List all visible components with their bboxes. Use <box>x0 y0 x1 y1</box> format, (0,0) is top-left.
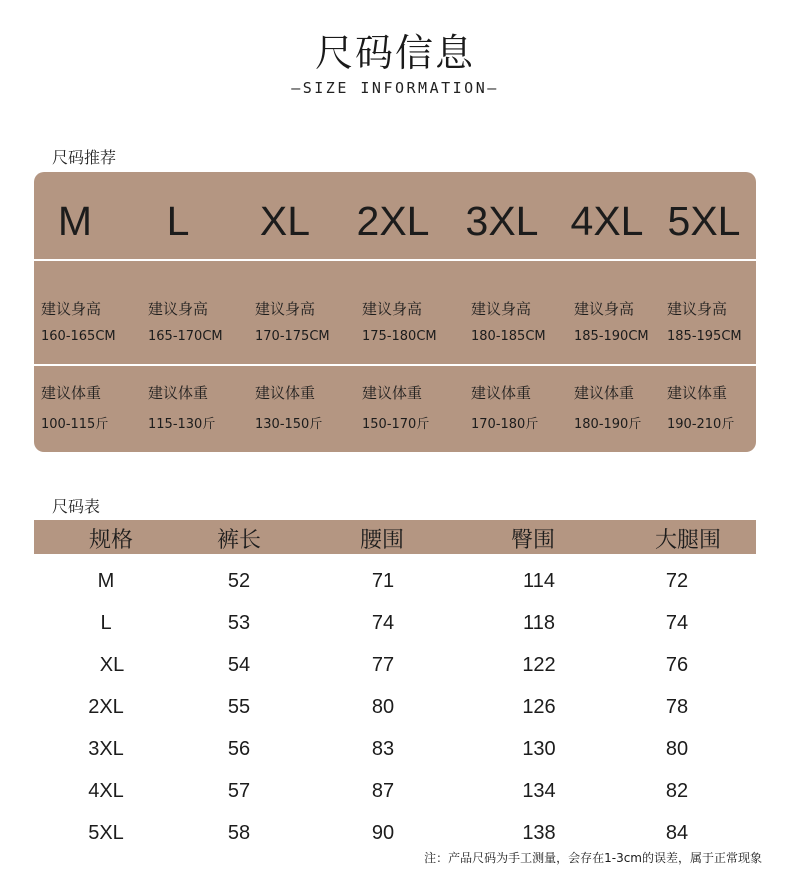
table-cell: 57 <box>227 780 251 802</box>
table-cell: 84 <box>665 822 689 844</box>
table-cell: 118 <box>523 612 555 634</box>
height-value: 180-185CM <box>471 329 546 344</box>
weight-label: 建议体重 <box>148 384 209 402</box>
table-cell: 72 <box>665 570 689 592</box>
height-label: 建议身高 <box>574 300 635 318</box>
size-label: M <box>57 198 93 244</box>
weight-label: 建议体重 <box>362 384 423 402</box>
weight-cell <box>574 382 641 432</box>
weight-value: 115-130斤 <box>148 417 216 432</box>
page-subtitle: —SIZE INFORMATION— <box>291 79 499 97</box>
size-label: 5XL <box>667 198 741 244</box>
size-chart-header <box>34 520 756 554</box>
weight-value: 100-115斤 <box>41 417 109 432</box>
table-cell: 56 <box>227 738 251 760</box>
table-cell: 90 <box>371 822 395 844</box>
table-cell: 114 <box>523 570 555 592</box>
size-label: L <box>166 198 190 244</box>
weight-value: 150-170斤 <box>362 417 430 432</box>
height-cell <box>148 298 223 344</box>
header-cell: 腰围 <box>359 528 405 553</box>
table-cell: 55 <box>227 696 251 718</box>
recommend-section-label: 尺码推荐 <box>52 148 117 167</box>
weight-cell <box>148 382 215 432</box>
table-cell: 77 <box>371 654 395 676</box>
size-recommendation-card <box>34 172 756 452</box>
weight-value: 170-180斤 <box>471 417 539 432</box>
table-cell: 126 <box>522 696 556 718</box>
header-cell: 裤长 <box>216 528 262 553</box>
height-value: 185-195CM <box>667 329 742 344</box>
table-cell: 130 <box>522 738 556 760</box>
height-label: 建议身高 <box>471 300 532 318</box>
table-cell: 52 <box>227 570 251 592</box>
table-cell: 54 <box>227 654 251 676</box>
weight-cell <box>362 382 429 432</box>
header-cell: 臀围 <box>510 528 556 553</box>
table-cell: 74 <box>371 612 395 634</box>
table-cell: 134 <box>522 780 556 802</box>
height-cell <box>471 298 546 344</box>
table-cell: 4XL <box>88 780 124 802</box>
table-cell: 71 <box>371 570 395 592</box>
size-label: 3XL <box>465 198 539 244</box>
table-cell: 80 <box>371 696 395 718</box>
table-cell: 76 <box>665 654 689 676</box>
weight-value: 130-150斤 <box>255 417 323 432</box>
weight-label: 建议体重 <box>41 384 102 402</box>
header-cell: 规格 <box>88 528 134 553</box>
height-label: 建议身高 <box>41 300 102 318</box>
height-value: 160-165CM <box>41 329 116 344</box>
height-cell <box>667 298 742 344</box>
table-cell: 122 <box>522 654 556 676</box>
size-label: 2XL <box>356 198 430 244</box>
height-cell <box>41 298 116 344</box>
table-row <box>0 646 790 688</box>
table-row <box>0 604 790 646</box>
height-label: 建议身高 <box>362 300 423 318</box>
size-chart-section-label: 尺码表 <box>52 497 101 516</box>
height-label: 建议身高 <box>148 300 209 318</box>
height-cell <box>255 298 330 344</box>
table-cell: L <box>100 612 112 634</box>
size-label: XL <box>259 198 311 244</box>
card-divider <box>34 259 756 261</box>
weight-cell <box>255 382 322 432</box>
table-cell: 2XL <box>88 696 124 718</box>
weight-label: 建议体重 <box>471 384 532 402</box>
table-cell: 74 <box>665 612 689 634</box>
height-value: 185-190CM <box>574 329 649 344</box>
header-cell: 大腿围 <box>654 528 722 553</box>
height-value: 170-175CM <box>255 329 330 344</box>
size-label: 4XL <box>570 198 644 244</box>
height-cell <box>362 298 437 344</box>
table-cell: 138 <box>522 822 556 844</box>
table-cell: 53 <box>227 612 251 634</box>
table-cell: M <box>97 570 115 592</box>
table-cell: 58 <box>227 822 251 844</box>
weight-cell <box>471 382 538 432</box>
table-row <box>0 562 790 604</box>
table-row <box>0 688 790 730</box>
weight-label: 建议体重 <box>667 384 728 402</box>
height-label: 建议身高 <box>667 300 728 318</box>
weight-cell <box>667 382 734 432</box>
weight-label: 建议体重 <box>574 384 635 402</box>
table-cell: 83 <box>371 738 395 760</box>
card-divider <box>34 364 756 366</box>
height-cell <box>574 298 649 344</box>
weight-value: 190-210斤 <box>667 417 735 432</box>
table-cell: 80 <box>665 738 689 760</box>
height-value: 165-170CM <box>148 329 223 344</box>
table-cell: 5XL <box>88 822 124 844</box>
weight-cell <box>41 382 108 432</box>
table-cell: 3XL <box>88 738 124 760</box>
page-title: 尺码信息 <box>314 31 475 75</box>
weight-label: 建议体重 <box>255 384 316 402</box>
table-cell: 87 <box>371 780 395 802</box>
table-cell: 82 <box>665 780 689 802</box>
measurement-note: 注：产品尺码为手工测量，会存在1-3cm的误差，属于正常现象 <box>424 851 762 865</box>
table-row <box>0 772 790 814</box>
table-cell: 78 <box>665 696 689 718</box>
table-row <box>0 730 790 772</box>
table-cell: XL <box>99 654 125 676</box>
height-value: 175-180CM <box>362 329 437 344</box>
height-label: 建议身高 <box>255 300 316 318</box>
weight-value: 180-190斤 <box>574 417 642 432</box>
